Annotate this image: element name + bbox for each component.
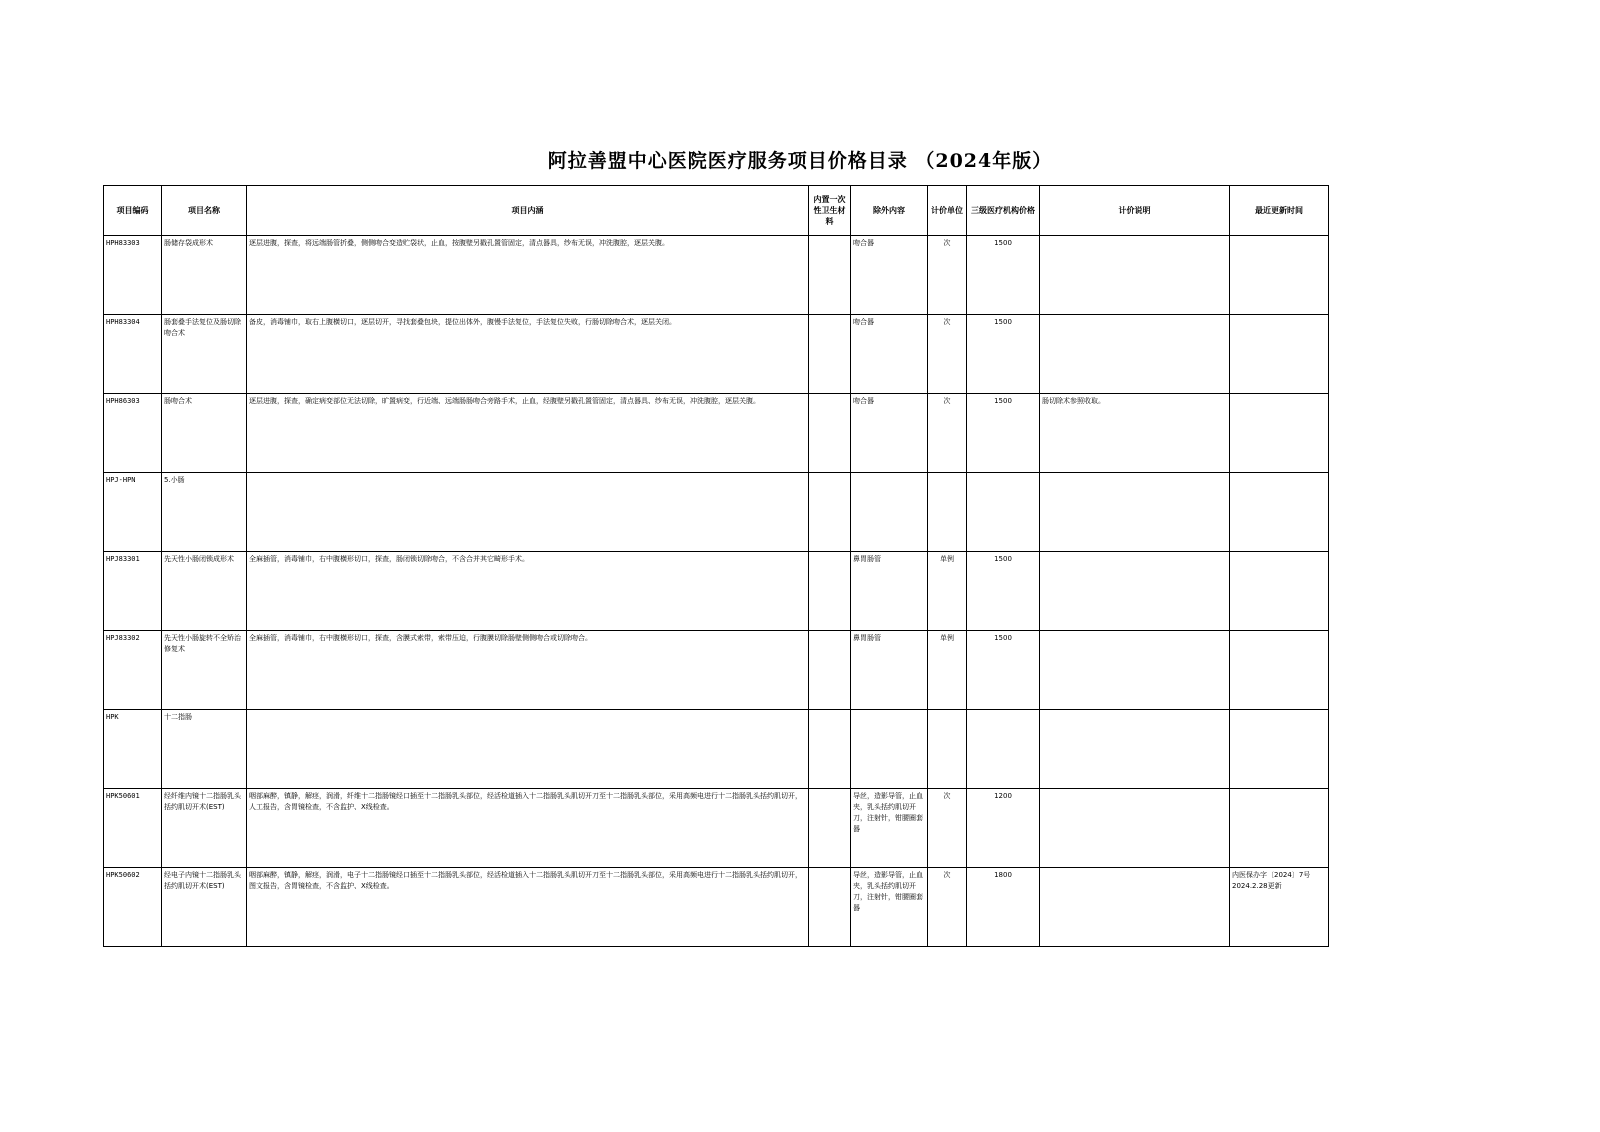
- cell-exclude: 导丝，造影导管，止血夹，乳头括约肌切开刀，注射针，钳腰圈套器: [851, 789, 928, 868]
- cell-unit: 次: [928, 394, 967, 473]
- cell-code: HPH83304: [104, 315, 162, 394]
- cell-unit: 次: [928, 789, 967, 868]
- cell-note: 肠切除术参照收取。: [1040, 394, 1230, 473]
- cell-price: [967, 710, 1040, 789]
- cell-unit: 次: [928, 315, 967, 394]
- cell-content: 逐层进腹，探查，确定病变部位无法切除，旷置病变，行近端、远端肠肠吻合旁路手术，止血，经腹壁另戳孔置管固定，清点器具、纱布无误，冲洗腹腔，逐层关腹。: [247, 394, 809, 473]
- header-price: 三级医疗机构价格: [967, 186, 1040, 236]
- cell-code: HPJ-HPN: [104, 473, 162, 552]
- cell-update: [1230, 236, 1329, 315]
- cell-name: 先天性小肠旋转不全矫治修复术: [162, 631, 247, 710]
- cell-exclude: 吻合器: [851, 236, 928, 315]
- cell-code: HPH83303: [104, 236, 162, 315]
- cell-update: [1230, 315, 1329, 394]
- cell-name: 肠吻合术: [162, 394, 247, 473]
- header-update: 最近更新时间: [1230, 186, 1329, 236]
- cell-price: 1800: [967, 868, 1040, 947]
- cell-price: 1500: [967, 552, 1040, 631]
- cell-price: 1500: [967, 315, 1040, 394]
- table-row: [104, 710, 1329, 789]
- table-body: [104, 236, 1329, 947]
- table-row: [104, 473, 1329, 552]
- cell-code: HPK: [104, 710, 162, 789]
- cell-material: [809, 473, 851, 552]
- cell-name: 先天性小肠闭锁成形术: [162, 552, 247, 631]
- cell-unit: [928, 710, 967, 789]
- cell-name: 经电子内镜十二指肠乳头括约肌切开术(EST): [162, 868, 247, 947]
- table-row: [104, 631, 1329, 710]
- header-name: 项目名称: [162, 186, 247, 236]
- cell-price: [967, 473, 1040, 552]
- cell-update: [1230, 552, 1329, 631]
- cell-note: [1040, 710, 1230, 789]
- cell-update: [1230, 710, 1329, 789]
- cell-name: 经纤维内镜十二指肠乳头括约肌切开术(EST): [162, 789, 247, 868]
- cell-code: HPK50602: [104, 868, 162, 947]
- price-table: [103, 185, 1329, 947]
- header-note: 计价说明: [1040, 186, 1230, 236]
- cell-name: 肠储存袋成形术: [162, 236, 247, 315]
- cell-price: 1200: [967, 789, 1040, 868]
- cell-price: 1500: [967, 236, 1040, 315]
- cell-name: 肠套叠手法复位及肠切除吻合术: [162, 315, 247, 394]
- cell-content: [247, 473, 809, 552]
- cell-exclude: 鼻胃肠管: [851, 552, 928, 631]
- table-row: [104, 394, 1329, 473]
- cell-content: 全麻插管，消毒铺巾，右中腹横形切口，探查，肠闭锁切除吻合，不含合并其它畸形手术。: [247, 552, 809, 631]
- cell-code: HPH86303: [104, 394, 162, 473]
- cell-material: [809, 315, 851, 394]
- table-row: [104, 552, 1329, 631]
- cell-material: [809, 552, 851, 631]
- table-header-row: [104, 186, 1329, 236]
- header-unit: 计价单位: [928, 186, 967, 236]
- cell-content: 逐层进腹，探查，将远端肠管折叠，侧侧吻合变造贮袋状，止血，按腹壁另戳孔置管固定，清点器具，纱布无误，冲洗腹腔，逐层关腹。: [247, 236, 809, 315]
- cell-unit: 单例: [928, 552, 967, 631]
- cell-code: HPK50601: [104, 789, 162, 868]
- page-title: 阿拉善盟中心医院医疗服务项目价格目录 （2024年版）: [547, 150, 1053, 172]
- cell-name: 5.小肠: [162, 473, 247, 552]
- cell-price: 1500: [967, 394, 1040, 473]
- cell-note: [1040, 631, 1230, 710]
- cell-content: 全麻插管，消毒铺巾，右中腹横形切口，探查，含膜式索带，索带压迫，行腹膜切除肠壁侧侧吻合或切除吻合。: [247, 631, 809, 710]
- cell-name: 十二指肠: [162, 710, 247, 789]
- table-row: [104, 789, 1329, 868]
- cell-exclude: 导丝，造影导管，止血夹，乳头括约肌切开刀，注射针，钳腰圈套器: [851, 868, 928, 947]
- cell-unit: 次: [928, 868, 967, 947]
- cell-exclude: 吻合器: [851, 315, 928, 394]
- cell-code: HPJ83302: [104, 631, 162, 710]
- cell-note: [1040, 868, 1230, 947]
- cell-price: 1500: [967, 631, 1040, 710]
- cell-update: [1230, 789, 1329, 868]
- cell-update: [1230, 394, 1329, 473]
- cell-exclude: 吻合器: [851, 394, 928, 473]
- cell-unit: 次: [928, 236, 967, 315]
- cell-update: [1230, 473, 1329, 552]
- cell-exclude: 鼻胃肠管: [851, 631, 928, 710]
- cell-material: [809, 631, 851, 710]
- cell-code: HPJ83301: [104, 552, 162, 631]
- cell-content: 咽部麻醉，镇静，解痉，润滑，电子十二指肠镜经口插至十二指肠乳头部位，经活检道插入十二指肠乳头肌切开刀至十二指肠乳头部位，采用高频电进行十二指肠乳头括约肌切开，图文报告，含胃镜检查，不含监护、X线检查。: [247, 868, 809, 947]
- cell-material: [809, 868, 851, 947]
- header-exclude: 除外内容: [851, 186, 928, 236]
- cell-exclude: [851, 473, 928, 552]
- cell-material: [809, 710, 851, 789]
- table-row: [104, 868, 1329, 947]
- cell-update: [1230, 631, 1329, 710]
- cell-note: [1040, 236, 1230, 315]
- cell-material: [809, 236, 851, 315]
- table-row: [104, 315, 1329, 394]
- header-code: 项目编码: [104, 186, 162, 236]
- cell-update: 内医保办字〔2024〕7号 2024.2.28更新: [1230, 868, 1329, 947]
- cell-exclude: [851, 710, 928, 789]
- cell-note: [1040, 552, 1230, 631]
- cell-unit: [928, 473, 967, 552]
- cell-content: 备皮，消毒铺巾，取右上腹横切口，逐层切开，寻找套叠包块，提位出体外，腹慢手法复位，手法复位失败，行肠切除吻合术，逐层关闭。: [247, 315, 809, 394]
- cell-note: [1040, 315, 1230, 394]
- header-material: 内置一次性卫生材料: [809, 186, 851, 236]
- header-content: 项目内涵: [247, 186, 809, 236]
- cell-unit: 单例: [928, 631, 967, 710]
- cell-note: [1040, 789, 1230, 868]
- cell-material: [809, 394, 851, 473]
- table-row: [104, 236, 1329, 315]
- cell-content: [247, 710, 809, 789]
- cell-material: [809, 789, 851, 868]
- cell-note: [1040, 473, 1230, 552]
- cell-content: 咽部麻醉，镇静，解痉，润滑，纤维十二指肠镜经口插至十二指肠乳头部位，经活检道插入十二指肠乳头肌切开刀至十二指肠乳头部位，采用高频电进行十二指肠乳头括约肌切开，人工报告，含胃镜检查，不含监护、X线检查。: [247, 789, 809, 868]
